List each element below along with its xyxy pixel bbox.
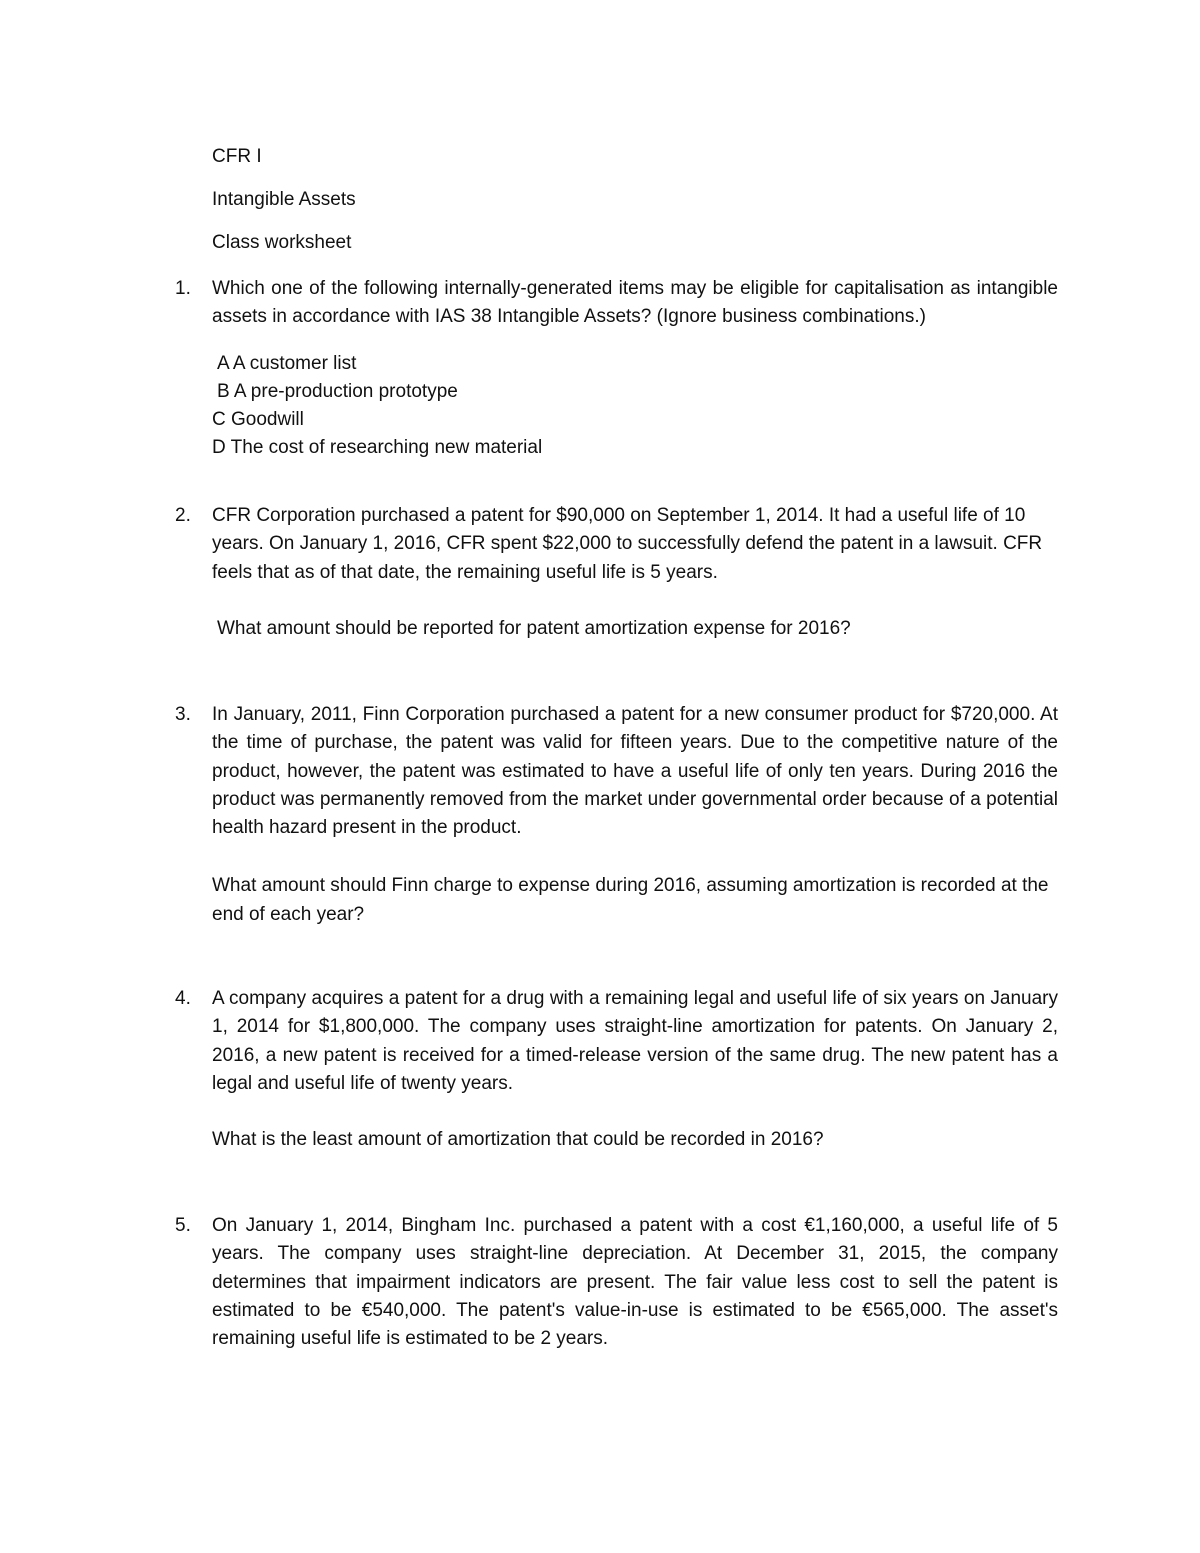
question-text: A company acquires a patent for a drug with a remaining legal and useful life of six years on January 1, 2014 for $1,800,000. The company uses straight-line amortization for patents. On January 2, 2016, a new patent is received for a timed-release version of the same drug. The new patent has a legal and useful life of twenty years. — [212, 988, 1058, 1094]
answer-options — [212, 350, 1058, 463]
question-number: 2. — [175, 505, 191, 526]
question-text: On January 1, 2014, Bingham Inc. purchased a patent with a cost €1,160,000, a useful life of 5 years. The company uses straight-line depreciation. At December 31, 2015, the company determines that impairment indicators are present. The fair value less cost to sell the patent is estimated to be €540,000. The patent's value-in-use is estimated to be €565,000. The asset's remaining useful life is estimated to be 2 years. — [212, 1215, 1058, 1350]
question-prompt: What amount should be reported for patent amortization expense for 2016? — [217, 617, 851, 639]
option-c: C Goodwill — [212, 409, 304, 431]
question-text: In January, 2011, Finn Corporation purchased a patent for a new consumer product for $720,000. At the time of purchase, the patent was valid for fifteen years. Due to the competitive nature of the product, however, the patent was estimated to have a useful life of only ten years. During 2016 the product was permanently removed from the market under governmental order because of a potential health hazard present in the product. — [212, 704, 1058, 839]
question-number: 1. — [175, 278, 191, 299]
question-3 — [175, 701, 1058, 929]
question-4 — [175, 985, 1058, 1154]
question-5 — [175, 1212, 1058, 1353]
question-prompt: What is the least amount of amortization that could be recorded in 2016? — [212, 1129, 824, 1151]
question-number: 5. — [175, 1215, 191, 1236]
question-prompt: What amount should Finn charge to expense during 2016, assuming amortization is recorded at the end of each year? — [212, 875, 1049, 925]
question-2 — [175, 502, 1058, 643]
course-title: CFR I — [212, 146, 262, 167]
option-b: B A pre-production prototype — [217, 380, 458, 402]
question-number: 3. — [175, 704, 191, 725]
option-a: A A customer list — [217, 352, 357, 374]
topic-title: Intangible Assets — [212, 189, 356, 210]
worksheet-title: Class worksheet — [212, 232, 352, 253]
question-text: CFR Corporation purchased a patent for $90,000 on September 1, 2014. It had a useful life of 10 years. On January 1, 2016, CFR spent $22,000 to successfully defend the patent in a lawsuit. CFR feels that as of that date, the remaining useful life is 5 years. — [212, 505, 1043, 583]
option-d: D The cost of researching new material — [212, 437, 543, 459]
question-1 — [175, 275, 1058, 463]
question-number: 4. — [175, 988, 191, 1009]
question-text: Which one of the following internally-generated items may be eligible for capitalisation as intangible assets in accordance with IAS 38 Intangible Assets? (Ignore business combinations.) — [212, 278, 1058, 328]
